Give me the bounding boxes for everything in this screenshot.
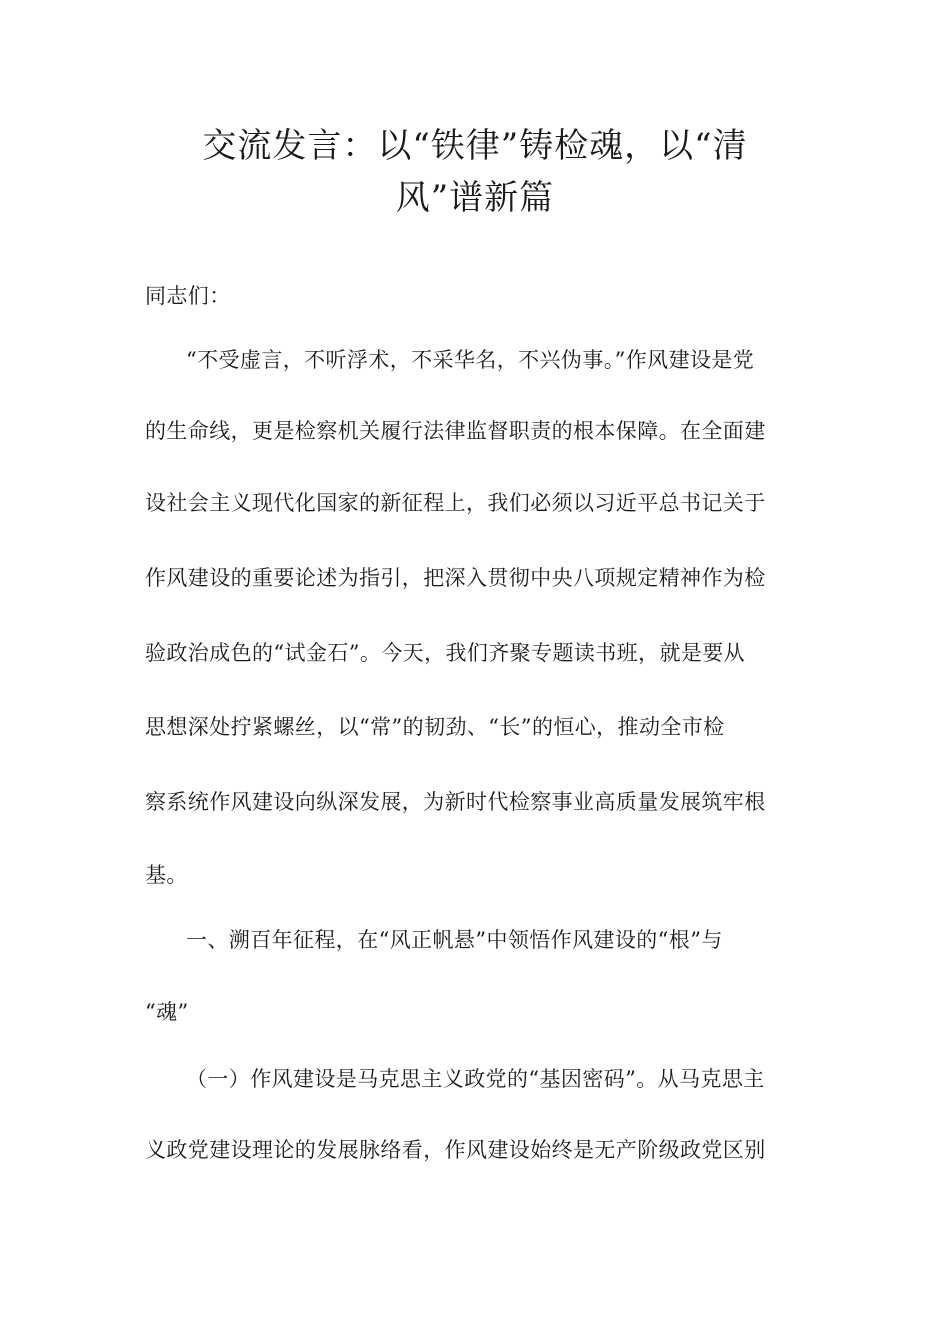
- paragraph-1-line: 察系统作风建设向纵深发展，为新时代检察事业高质量发展筑牢根: [145, 790, 766, 814]
- section-heading-line: “魂”: [145, 1000, 189, 1024]
- paragraph-1-line: 思想深处拧紧螺丝，以“常”的韧劲、“长”的恒心，推动全市检: [145, 715, 725, 739]
- paragraph-1-line: 验政治成色的“试金石”。今天，我们齐聚专题读书班，就是要从: [145, 641, 746, 665]
- document-title-line-2: 风”谱新篇: [395, 178, 555, 218]
- section-heading-line: 一、溯百年征程，在“风正帆悬”中领悟作风建设的“根”与: [186, 928, 723, 952]
- paragraph-1-line: 的生命线，更是检察机关履行法律监督职责的根本保障。在全面建: [145, 419, 766, 443]
- paragraph-2-line: （一）作风建设是马克思主义政党的“基因密码”。从马克思主: [186, 1067, 765, 1091]
- paragraph-2-line: 义政党建设理论的发展脉络看，作风建设始终是无产阶级政党区别: [145, 1138, 766, 1162]
- document-title-line-1: 交流发言：以“铁律”铸检魂，以“清: [202, 126, 748, 166]
- paragraph-1-line: 基。: [145, 863, 188, 887]
- paragraph-1-line: “不受虚言，不听浮术，不采华名，不兴伪事。”作风建设是党: [186, 348, 755, 372]
- paragraph-1-line: 设社会主义现代化国家的新征程上，我们必须以习近平总书记关于: [145, 491, 766, 515]
- paragraph-1-line: 作风建设的重要论述为指引，把深入贯彻中央八项规定精神作为检: [145, 566, 766, 590]
- salutation: 同志们：: [145, 284, 231, 308]
